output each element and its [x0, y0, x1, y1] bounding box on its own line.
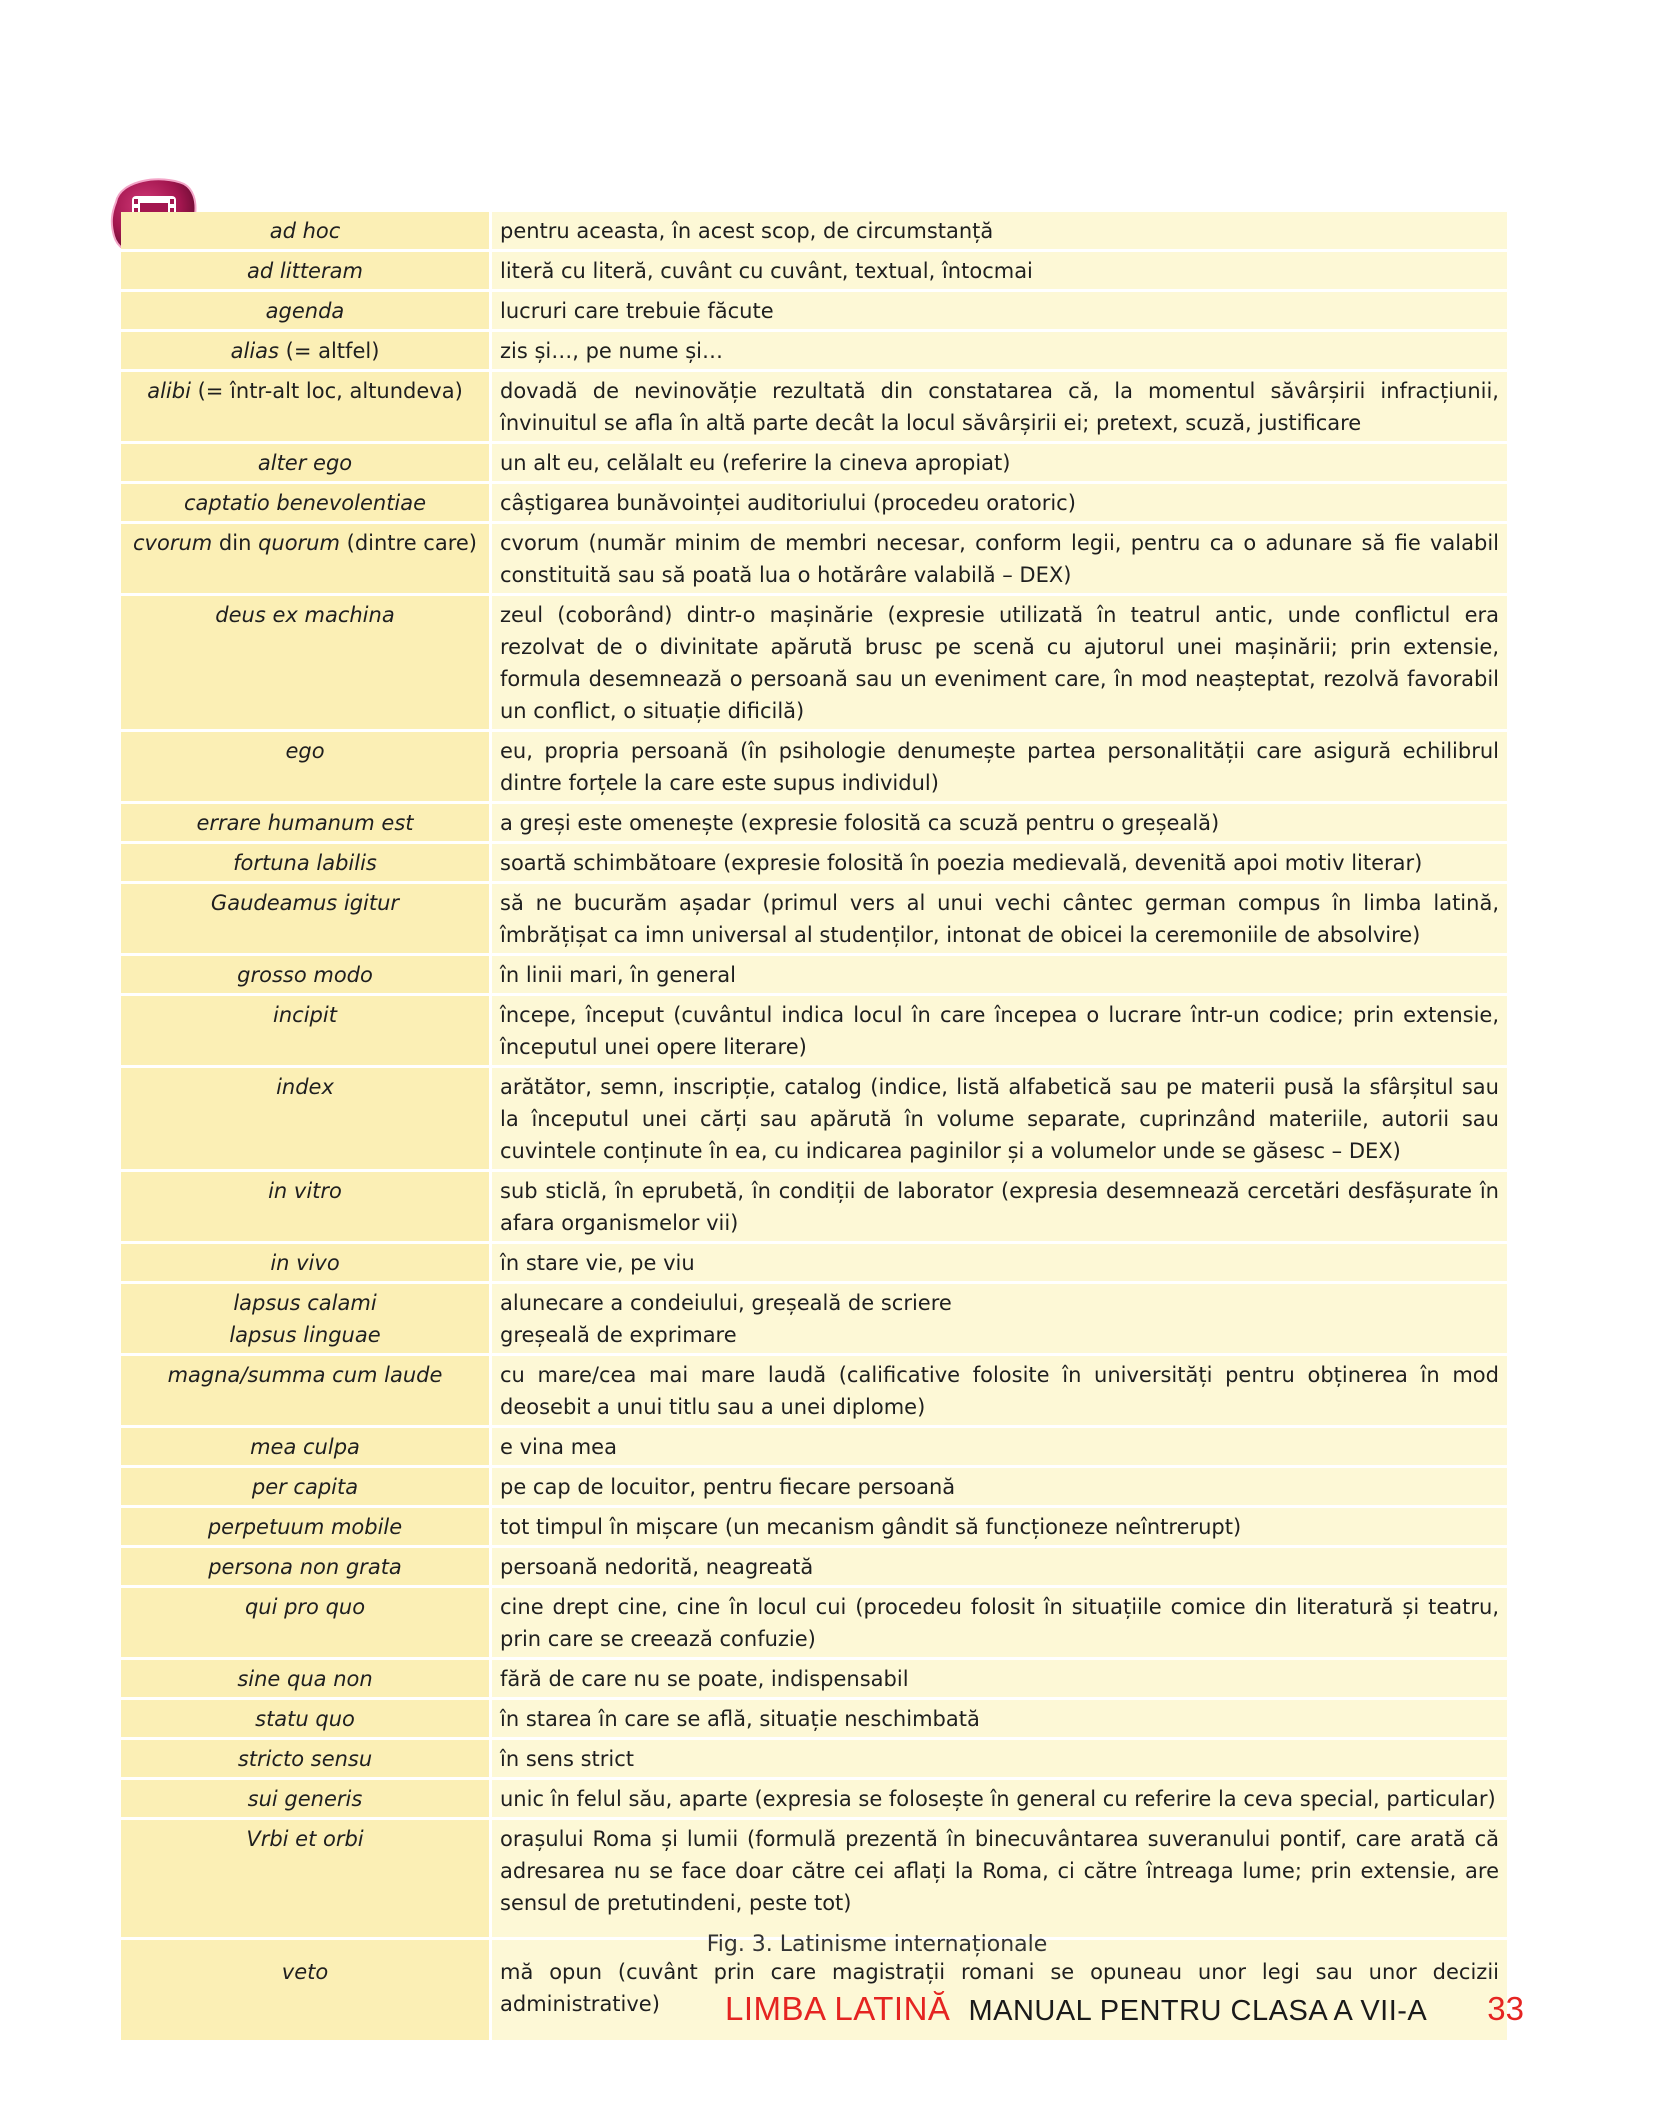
term [121, 524, 489, 596]
definition: persoană nedorită, neagreată [492, 1548, 1507, 1588]
term-text: alias [230, 339, 279, 363]
definition: tot timpul în mișcare (un mecanism gândit să funcționeze neîntrerupt) [492, 1508, 1507, 1548]
definition: în stare vie, pe viu [492, 1244, 1507, 1284]
definition: zeul (coborând) dintr-o mașinărie (expresie utilizată în teatrul antic, unde conflictul era rezolvat de o divinitate apărută brusc pe scenă cu ajutorul unei mașinării; prin extensie, formula desemnează o persoană sau un eveniment care, în mod neașteptat, rezolvă favorabil un conflict, o situație dificilă) [492, 596, 1507, 732]
term-note: (= altfel) [278, 339, 380, 363]
definition: arătător, semn, inscripție, catalog (indice, listă alfabetică sau pe materii pusă la sfârșitul sau la începutul unei cărți sau apărută în volume separate, cuprinzând materiile, autorii sau cuvintele conținute în ea, cu indicarea paginilor și a volumelor unde se găsesc – DEX) [492, 1068, 1507, 1172]
definition: fără de care nu se poate, indispensabil [492, 1660, 1507, 1700]
term: incipit [121, 996, 489, 1068]
definition: un alt eu, celălalt eu (referire la cineva apropiat) [492, 444, 1507, 484]
page-number: 33 [1487, 1990, 1524, 2027]
definition: soartă schimbătoare (expresie folosită în poezia medievală, devenită apoi motiv literar) [492, 844, 1507, 884]
definition: unic în felul său, aparte (expresia se folosește în general cu referire la ceva special, particular) [492, 1780, 1507, 1820]
definition [492, 1284, 1507, 1356]
term: Gaudeamus igitur [121, 884, 489, 956]
term: perpetuum mobile [121, 1508, 489, 1548]
term: errare humanum est [121, 804, 489, 844]
term: mea culpa [121, 1428, 489, 1468]
definition: începe, început (cuvântul indica locul în care începea o lucrare într-un codice; prin extensie, începutul unei opere literare) [492, 996, 1507, 1068]
term: persona non grata [121, 1548, 489, 1588]
definition: literă cu literă, cuvânt cu cuvânt, textual, întocmai [492, 252, 1507, 292]
term-note: din [212, 531, 259, 555]
term: ad hoc [121, 212, 489, 252]
page-footer [725, 1990, 1524, 2028]
term: qui pro quo [121, 1588, 489, 1660]
term-text: lapsus linguae [229, 1323, 381, 1347]
term: in vivo [121, 1244, 489, 1284]
term: veto [121, 1940, 489, 2043]
definition: să ne bucurăm așadar (primul vers al unui vechi cântec german compus în limba latină, îmbrățișat ca imn universal al studenților, intonat de obicei la ceremoniile de absolvire) [492, 884, 1507, 956]
manual-title: MANUAL PENTRU CLASA A VII-A [968, 1995, 1428, 2027]
definition: pentru aceasta, în acest scop, de circumstanță [492, 212, 1507, 252]
term-text: lapsus calami [233, 1291, 377, 1315]
definition: în starea în care se află, situație neschimbată [492, 1700, 1507, 1740]
term [121, 332, 489, 372]
definition: cvorum (număr minim de membri necesar, conform legii, pentru ca o adunare să fie valabil constituită sau să poată lua o hotărâre valabilă – DEX) [492, 524, 1507, 596]
definition: orașului Roma și lumii (formulă prezentă în binecuvântarea suveranului pontif, care arată că adresarea nu se face doar către cei aflați la Roma, ci către întreaga lume; prin extensie, are sensul de pretutindeni, peste tot) [492, 1820, 1507, 1940]
term: Vrbi et orbi [121, 1820, 489, 1940]
definition: în linii mari, în general [492, 956, 1507, 996]
definition: pe cap de locuitor, pentru fiecare persoană [492, 1468, 1507, 1508]
term-note: (dintre care) [339, 531, 477, 555]
definition: dovadă de nevinovăție rezultată din constatarea că, la momentul săvârșirii infracțiunii, învinuitul se afla în altă parte decât la locul săvârșirii ei; pretext, scuză, justificare [492, 372, 1507, 444]
term: sine qua non [121, 1660, 489, 1700]
definition: eu, propria persoană (în psihologie denumește partea personalității care asigură echilibrul dintre forțele la care este supus individul) [492, 732, 1507, 804]
term: deus ex machina [121, 596, 489, 732]
figure-caption: Fig. 3. Latinisme internaționale [706, 1932, 1048, 1957]
term-text: alibi [147, 379, 191, 403]
latinisms-table [121, 212, 1507, 2043]
term: statu quo [121, 1700, 489, 1740]
term [121, 372, 489, 444]
term: per capita [121, 1468, 489, 1508]
definition: a greși este omenește (expresie folosită ca scuză pentru o greșeală) [492, 804, 1507, 844]
term: index [121, 1068, 489, 1172]
term: ad litteram [121, 252, 489, 292]
term: fortuna labilis [121, 844, 489, 884]
definition: lucruri care trebuie făcute [492, 292, 1507, 332]
definition: câștigarea bunăvoinței auditoriului (procedeu oratoric) [492, 484, 1507, 524]
definition: cu mare/cea mai mare laudă (calificative folosite în universități pentru obținerea în mod deosebit a unui titlu sau a unei diplome) [492, 1356, 1507, 1428]
term: grosso modo [121, 956, 489, 996]
term-note: (= într-alt loc, altundeva) [190, 379, 463, 403]
term: agenda [121, 292, 489, 332]
term: captatio benevolentiae [121, 484, 489, 524]
definition-text: greșeală de exprimare [500, 1323, 737, 1347]
term-text: quorum [258, 531, 340, 555]
term-text: cvorum [133, 531, 213, 555]
definition: cine drept cine, cine în locul cui (procedeu folosit în situațiile comice din literatură și teatru, prin care se creează confuzie) [492, 1588, 1507, 1660]
definition: mă opun (cuvânt prin care magistrații romani se opuneau unor legi sau unor decizii administrative) [492, 1940, 1507, 2043]
term: stricto sensu [121, 1740, 489, 1780]
term: alter ego [121, 444, 489, 484]
subject-title: LIMBA LATINĂ [724, 1990, 951, 2027]
definition: sub sticlă, în eprubetă, în condiții de laborator (expresia desemnează cercetări desfășurate în afara organismelor vii) [492, 1172, 1507, 1244]
term: sui generis [121, 1780, 489, 1820]
definition: e vina mea [492, 1428, 1507, 1468]
definition-text: alunecare a condeiului, greșeală de scriere [500, 1291, 952, 1315]
term: in vitro [121, 1172, 489, 1244]
definition: zis și…, pe nume și… [492, 332, 1507, 372]
term: ego [121, 732, 489, 804]
definition: în sens strict [492, 1740, 1507, 1780]
term: magna/summa cum laude [121, 1356, 489, 1428]
term [121, 1284, 489, 1356]
